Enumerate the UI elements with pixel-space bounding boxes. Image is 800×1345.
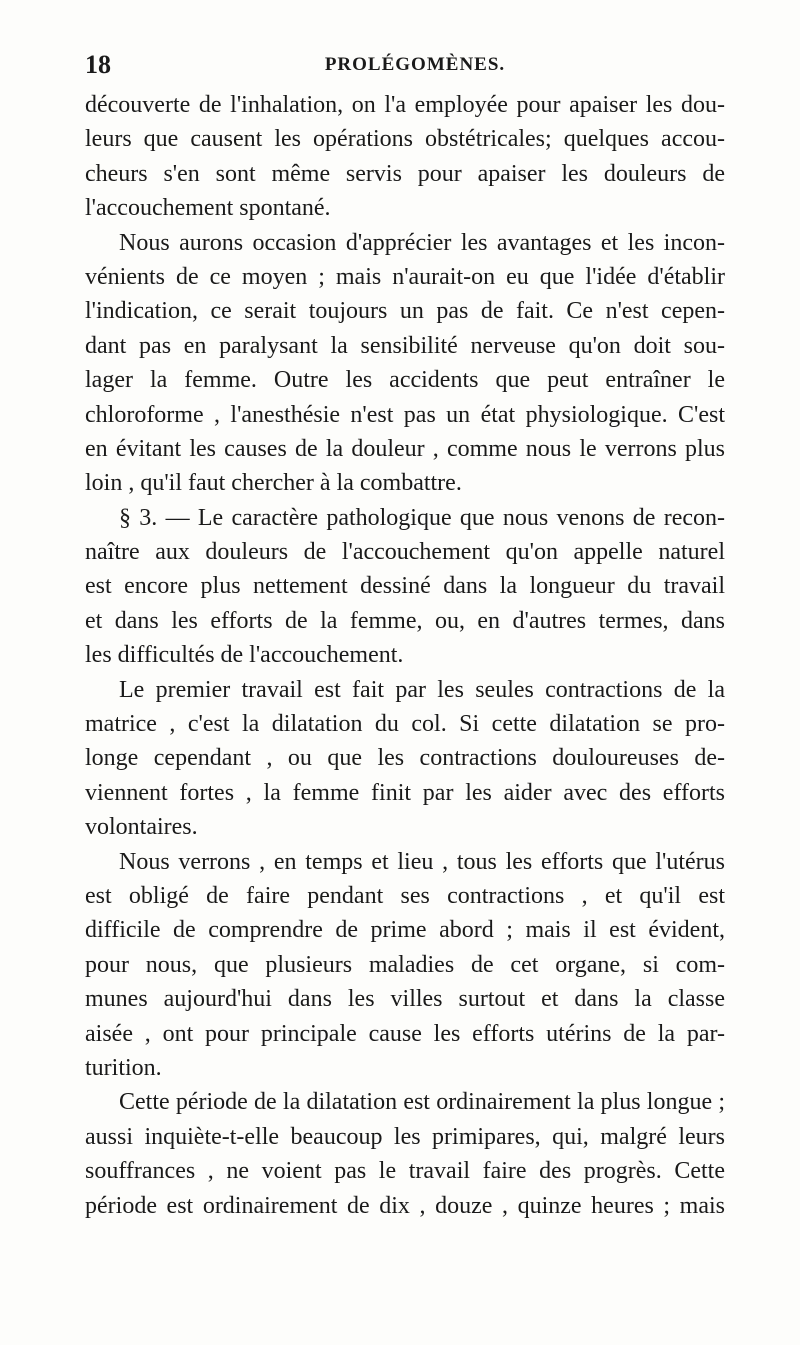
text-line: découverte de l'inhalation, on l'a employée pour apaiser les dou- [85, 92, 725, 118]
text-line: munes aujourd'hui dans les villes surtout et dans la classe [85, 986, 725, 1013]
text-line: longe cependant , ou que les contractions douloureuses de- [85, 745, 725, 772]
text-line: en évitant les causes de la douleur , comme nous le verrons plus [85, 435, 725, 462]
text-line: dant pas en paralysant la sensibilité nerveuse qu'on doit sou- [85, 332, 725, 359]
text-line: est obligé de faire pendant ses contractions , et qu'il est [85, 882, 725, 909]
text-line: l'indication, ce serait toujours un pas de fait. Ce n'est cepen- [85, 298, 725, 325]
text-line: est encore plus nettement dessiné dans la longueur du travail [85, 573, 725, 600]
running-head: PROLÉGOMÈNES. [324, 54, 506, 75]
text-line: pour nous, que plusieurs maladies de cet organe, si com- [85, 951, 725, 978]
page-number: 18 [85, 50, 111, 79]
text-line: Le premier travail est fait par les seules contractions de la [119, 676, 725, 703]
text-line: Nous aurons occasion d'apprécier les avantages et les incon- [119, 229, 725, 256]
text-line: période est ordinairement de dix , douze , quinze heures ; mais [85, 1192, 725, 1219]
text-line: matrice , c'est la dilatation du col. Si cette dilatation se pro- [85, 711, 725, 738]
text-line: aisée , ont pour principale cause les efforts utérins de la par- [85, 1020, 725, 1047]
text-line: et dans les efforts de la femme, ou, en d'autres termes, dans [85, 607, 725, 634]
text-line: Nous verrons , en temps et lieu , tous les efforts que l'utérus [119, 848, 725, 875]
text-line: viennent fortes , la femme finit par les aider avec des efforts [85, 779, 725, 806]
text-line: souffrances , ne voient pas le travail faire des progrès. Cette [85, 1158, 725, 1185]
text-line: difficile de comprendre de prime abord ; mais il est évident, [85, 917, 725, 944]
text-line: loin , qu'il faut chercher à la combattre. [85, 470, 462, 497]
text-line: vénients de ce moyen ; mais n'aurait-on eu que l'idée d'établir [85, 263, 725, 290]
text-line: lager la femme. Outre les accidents que peut entraîner le [85, 367, 725, 394]
text-line: cheurs s'en sont même servis pour apaiser les douleurs de [85, 160, 725, 187]
text-line: volontaires. [85, 814, 198, 841]
page-header [85, 50, 725, 84]
text-line: turition. [85, 1054, 162, 1081]
body-text [85, 88, 725, 1223]
text-line: Cette période de la dilatation est ordinairement la plus longue ; [119, 1089, 725, 1116]
text-line: § 3. — Le caractère pathologique que nous venons de recon- [119, 504, 725, 531]
text-line: les difficultés de l'accouchement. [85, 642, 404, 669]
text-line: chloroforme , l'anesthésie n'est pas un état physiologique. C'est [85, 401, 725, 428]
text-line: naître aux douleurs de l'accouchement qu'on appelle naturel [85, 539, 725, 566]
text-line: aussi inquiète-t-elle beaucoup les primipares, qui, malgré leurs [85, 1123, 725, 1150]
text-line: leurs que causent les opérations obstétricales; quelques accou- [85, 126, 725, 153]
text-line: l'accouchement spontané. [85, 195, 331, 222]
